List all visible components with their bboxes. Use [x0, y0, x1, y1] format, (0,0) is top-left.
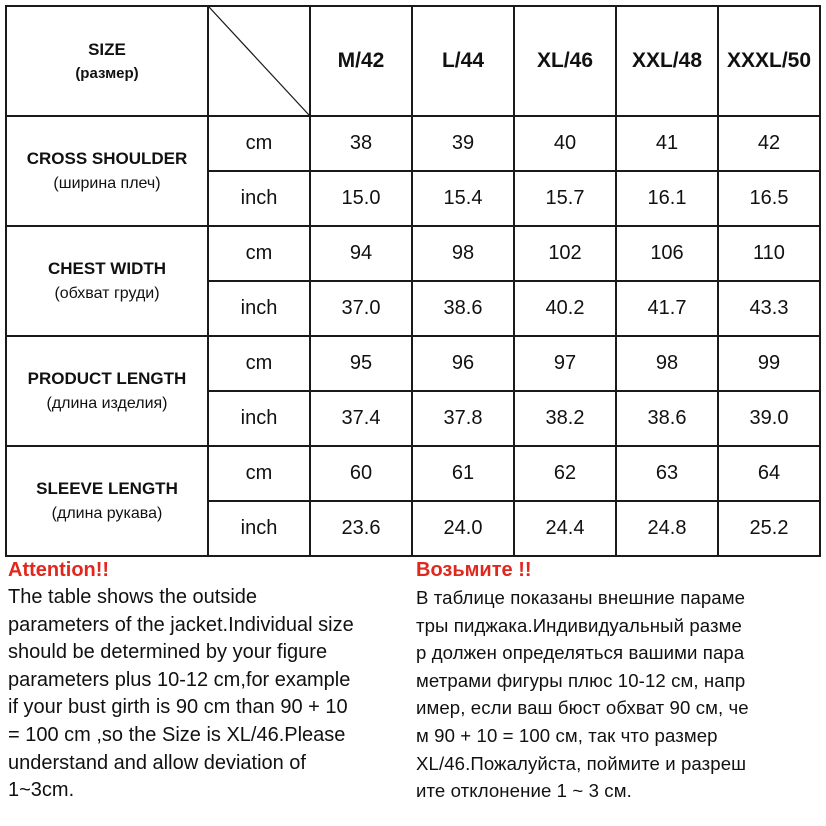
value-cell: 38 [310, 116, 412, 171]
value-cell: 24.4 [514, 501, 616, 556]
value-cell: 106 [616, 226, 718, 281]
value-cell: 37.8 [412, 391, 514, 446]
note-russian [416, 556, 821, 805]
value-cell: 99 [718, 336, 820, 391]
parameter-label-cell [6, 446, 208, 556]
unit-cm: cm [208, 226, 310, 281]
value-cell: 24.0 [412, 501, 514, 556]
value-cell: 38.6 [616, 391, 718, 446]
note-line: parameters plus 10-12 cm,for example [8, 668, 351, 691]
table-row [6, 226, 820, 281]
value-cell: 25.2 [718, 501, 820, 556]
unit-cm: cm [208, 446, 310, 501]
unit-inch: inch [208, 501, 310, 556]
note-line: метрами фигуры плюс 10-12 см, напр [416, 669, 746, 691]
value-cell: 61 [412, 446, 514, 501]
size-column-header: XXXL/50 [718, 6, 820, 116]
value-cell: 38.2 [514, 391, 616, 446]
size-header-cell [6, 6, 208, 116]
unit-inch: inch [208, 171, 310, 226]
value-cell: 38.6 [412, 281, 514, 336]
parameter-name-ru: (ширина плеч) [53, 175, 161, 192]
parameter-name: CROSS SHOULDER [26, 149, 188, 168]
note-line: р должен определяться вашими пара [416, 642, 745, 664]
value-cell: 95 [310, 336, 412, 391]
note-line: parameters of the jacket.Individual size [8, 613, 354, 636]
note-line: имер, если ваш бюст обхват 90 см, че [416, 697, 749, 719]
parameter-name: SLEEVE LENGTH [36, 479, 178, 498]
value-cell: 41 [616, 116, 718, 171]
notes-section [0, 556, 826, 826]
size-column-header: XXL/48 [616, 6, 718, 116]
note-line: м 90 + 10 = 100 см, так что размер [416, 724, 718, 746]
value-cell: 23.6 [310, 501, 412, 556]
value-cell: 43.3 [718, 281, 820, 336]
table-row [6, 446, 820, 501]
parameter-label-cell [6, 336, 208, 446]
unit-inch: inch [208, 281, 310, 336]
value-cell: 97 [514, 336, 616, 391]
note-english [8, 556, 408, 805]
parameter-label-cell [6, 116, 208, 226]
value-cell: 42 [718, 116, 820, 171]
parameter-name-ru: (обхват груди) [54, 285, 160, 302]
parameter-name-ru: (длина изделия) [46, 395, 168, 412]
value-cell: 39.0 [718, 391, 820, 446]
size-title: SIZE [88, 40, 126, 59]
value-cell: 41.7 [616, 281, 718, 336]
parameter-name: CHEST WIDTH [47, 259, 167, 278]
value-cell: 37.0 [310, 281, 412, 336]
note-line: The table shows the outside [8, 586, 258, 608]
value-cell: 37.4 [310, 391, 412, 446]
header-row [6, 6, 820, 116]
unit-cm: cm [208, 336, 310, 391]
value-cell: 98 [412, 226, 514, 281]
note-line: should be determined by your figure [8, 641, 328, 664]
note-line: = 100 cm ,so the Size is XL/46.Please [8, 723, 346, 746]
value-cell: 102 [514, 226, 616, 281]
note-line: В таблице показаны внешние параме [416, 587, 746, 608]
value-cell: 24.8 [616, 501, 718, 556]
size-subtitle: (размер) [75, 65, 139, 82]
size-chart-table [5, 5, 821, 557]
value-cell: 63 [616, 446, 718, 501]
diagonal-cell [208, 6, 310, 116]
value-cell: 15.7 [514, 171, 616, 226]
attention-heading: Attention!! [8, 559, 110, 581]
attention-heading-ru: Возьмите !! [416, 559, 532, 581]
value-cell: 16.1 [616, 171, 718, 226]
note-line: understand and allow deviation of [8, 751, 306, 774]
value-cell: 60 [310, 446, 412, 501]
value-cell: 16.5 [718, 171, 820, 226]
value-cell: 94 [310, 226, 412, 281]
value-cell: 15.4 [412, 171, 514, 226]
table-row [6, 116, 820, 171]
value-cell: 62 [514, 446, 616, 501]
note-line: if your bust girth is 90 cm than 90 + 10 [8, 696, 348, 719]
note-line: ите отклонение 1 ~ 3 см. [416, 780, 632, 802]
parameter-name: PRODUCT LENGTH [27, 369, 187, 388]
size-column-header: XL/46 [514, 6, 616, 116]
value-cell: 40.2 [514, 281, 616, 336]
value-cell: 98 [616, 336, 718, 391]
table-row [6, 336, 820, 391]
value-cell: 110 [718, 226, 820, 281]
note-line: тры пиджака.Индивидуальный разме [416, 614, 742, 636]
diagonal-line [209, 7, 309, 115]
note-line: 1~3cm. [8, 779, 75, 802]
value-cell: 96 [412, 336, 514, 391]
note-line: XL/46.Пожалуйста, поймите и разреш [416, 752, 747, 774]
parameter-name-ru: (длина рукава) [51, 505, 163, 522]
size-column-header: L/44 [412, 6, 514, 116]
unit-cm: cm [208, 116, 310, 171]
value-cell: 40 [514, 116, 616, 171]
size-column-header: M/42 [310, 6, 412, 116]
value-cell: 64 [718, 446, 820, 501]
value-cell: 39 [412, 116, 514, 171]
parameter-label-cell [6, 226, 208, 336]
unit-inch: inch [208, 391, 310, 446]
value-cell: 15.0 [310, 171, 412, 226]
